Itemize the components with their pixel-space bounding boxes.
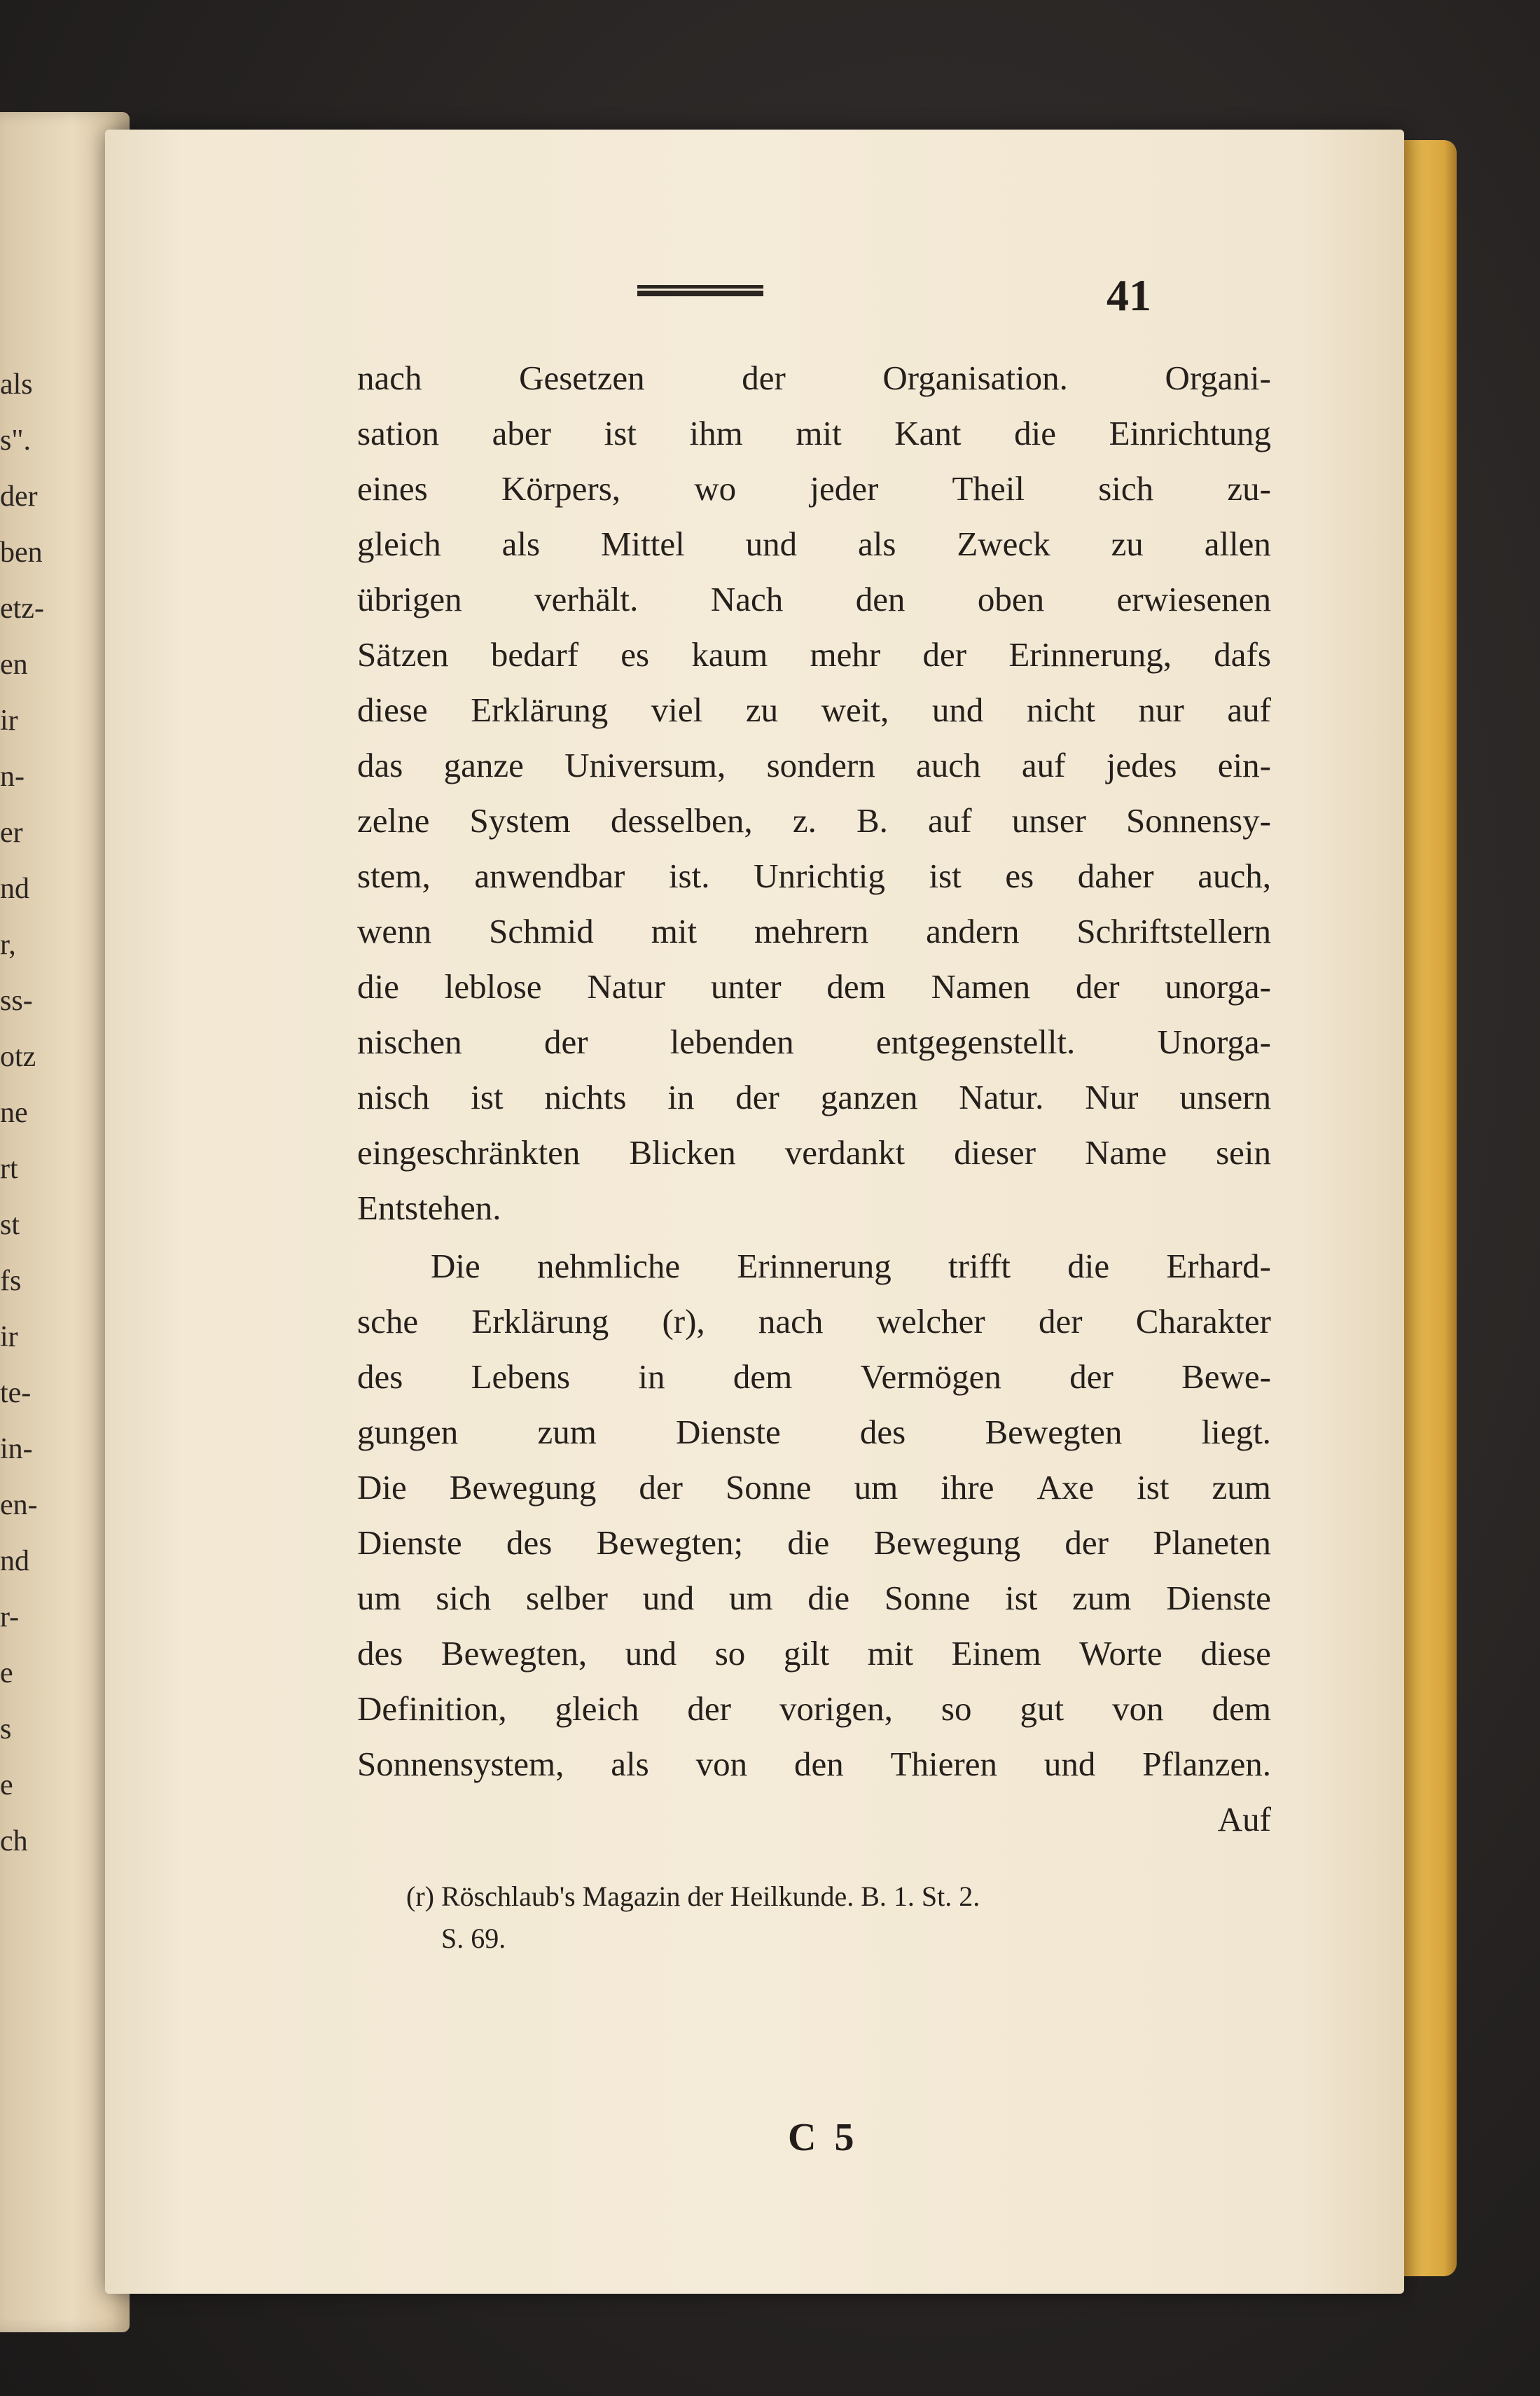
paragraph-1-line: Entstehen. <box>357 1189 501 1227</box>
catchword: Auf <box>1217 1800 1271 1838</box>
paragraph-2-line: Dienste des Bewegten; die Bewegung der Planeten <box>357 1523 1271 1562</box>
paragraph-2-line: Sonnensystem, als von den Thieren und Pflanzen. <box>357 1745 1271 1783</box>
page-number: 41 <box>1107 270 1151 320</box>
left-page-fragment: nd <box>0 1545 29 1577</box>
left-page-fragment: r- <box>0 1601 20 1633</box>
paragraph-2-line: um sich selber und um die Sonne ist zum Dienste <box>357 1579 1271 1617</box>
left-page-fragment: te- <box>0 1377 32 1409</box>
paragraph-1-line: nach Gesetzen der Organisation. Organi- <box>357 359 1271 397</box>
paragraph-1-line: diese Erklärung viel zu weit, und nicht nur auf <box>357 691 1271 729</box>
paragraph-1-line: wenn Schmid mit mehrern andern Schriftstellern <box>357 912 1271 950</box>
paragraph-1-line: übrigen verhält. Nach den oben erwiesenen <box>357 580 1271 618</box>
paragraph-2-line: Die Bewegung der Sonne um ihre Axe ist zum <box>357 1468 1271 1507</box>
footnote-line-2: S. 69. <box>441 1923 506 1954</box>
left-page-fragment: nd <box>0 873 29 905</box>
paragraph-2-line: Die nehmliche Erinnerung trifft die Erhard- <box>431 1247 1271 1285</box>
paragraph-1-line: sation aber ist ihm mit Kant die Einrichtung <box>357 414 1271 452</box>
paragraph-1-line: eines Körpers, wo jeder Theil sich zu- <box>357 469 1271 508</box>
left-page-fragment: otz <box>0 1041 36 1073</box>
paragraph-1-line: die leblose Natur unter dem Namen der unorga- <box>357 967 1271 1006</box>
paragraph-1-line: zelne System desselben, z. B. auf unser Sonnensy- <box>357 801 1271 840</box>
left-page-fragment: r, <box>0 929 16 961</box>
left-page-fragment: er <box>0 817 23 849</box>
left-page-fragment: ch <box>0 1825 28 1857</box>
left-page-fragment: e <box>0 1657 13 1689</box>
paragraph-1-line: nisch ist nichts in der ganzen Natur. Nur unsern <box>357 1078 1271 1116</box>
left-page-fragment: ben <box>0 536 43 569</box>
left-page-fragment: ss- <box>0 985 33 1017</box>
left-page-fragment: der <box>0 480 38 513</box>
left-page-fragment: etz- <box>0 593 44 625</box>
signature-mark: C 5 <box>788 2116 859 2159</box>
left-page-fragment: ne <box>0 1097 28 1129</box>
left-page-fragment: ir <box>0 705 18 737</box>
left-page-fragment: als <box>0 368 33 401</box>
paragraph-1-line: nischen der lebenden entgegenstellt. Unorga- <box>357 1023 1271 1061</box>
paragraph-1-line: eingeschränkten Blicken verdankt dieser Name sein <box>357 1133 1271 1172</box>
left-page-fragment: ir <box>0 1321 18 1353</box>
right-page <box>105 130 1404 2294</box>
left-page-fragment: s". <box>0 424 31 457</box>
left-page-fragment: st <box>0 1209 20 1241</box>
paragraph-2-line: des Lebens in dem Vermögen der Bewe- <box>357 1357 1271 1396</box>
left-page-fragment: s <box>0 1713 12 1745</box>
paragraph-1-line: gleich als Mittel und als Zweck zu allen <box>357 525 1271 563</box>
paragraph-1-line: Sätzen bedarf es kaum mehr der Erinnerung, dafs <box>357 635 1271 674</box>
paragraph-1-line: das ganze Universum, sondern auch auf jedes ein- <box>357 746 1271 784</box>
paragraph-2-line: sche Erklärung (r), nach welcher der Charakter <box>357 1302 1271 1341</box>
left-page-fragment: e <box>0 1769 13 1801</box>
paragraph-1-line: stem, anwendbar ist. Unrichtig ist es daher auch, <box>357 857 1271 895</box>
paragraph-2-line: des Bewegten, und so gilt mit Einem Worte diese <box>357 1634 1271 1673</box>
paragraph-2-line: gungen zum Dienste des Bewegten liegt. <box>357 1413 1271 1451</box>
left-page-fragment: en- <box>0 1489 38 1521</box>
left-page-fragment: in- <box>0 1433 33 1465</box>
left-page-fragment: en <box>0 649 28 681</box>
left-page-fragment: n- <box>0 761 25 793</box>
left-page-fragment: fs <box>0 1265 22 1297</box>
footnote-line-1: (r) Röschlaub's Magazin der Heilkunde. B. 1. St. 2. <box>406 1881 980 1912</box>
paragraph-2-line: Definition, gleich der vorigen, so gut von dem <box>357 1689 1271 1728</box>
left-page-fragment: rt <box>0 1153 18 1185</box>
header-rule <box>637 285 763 296</box>
